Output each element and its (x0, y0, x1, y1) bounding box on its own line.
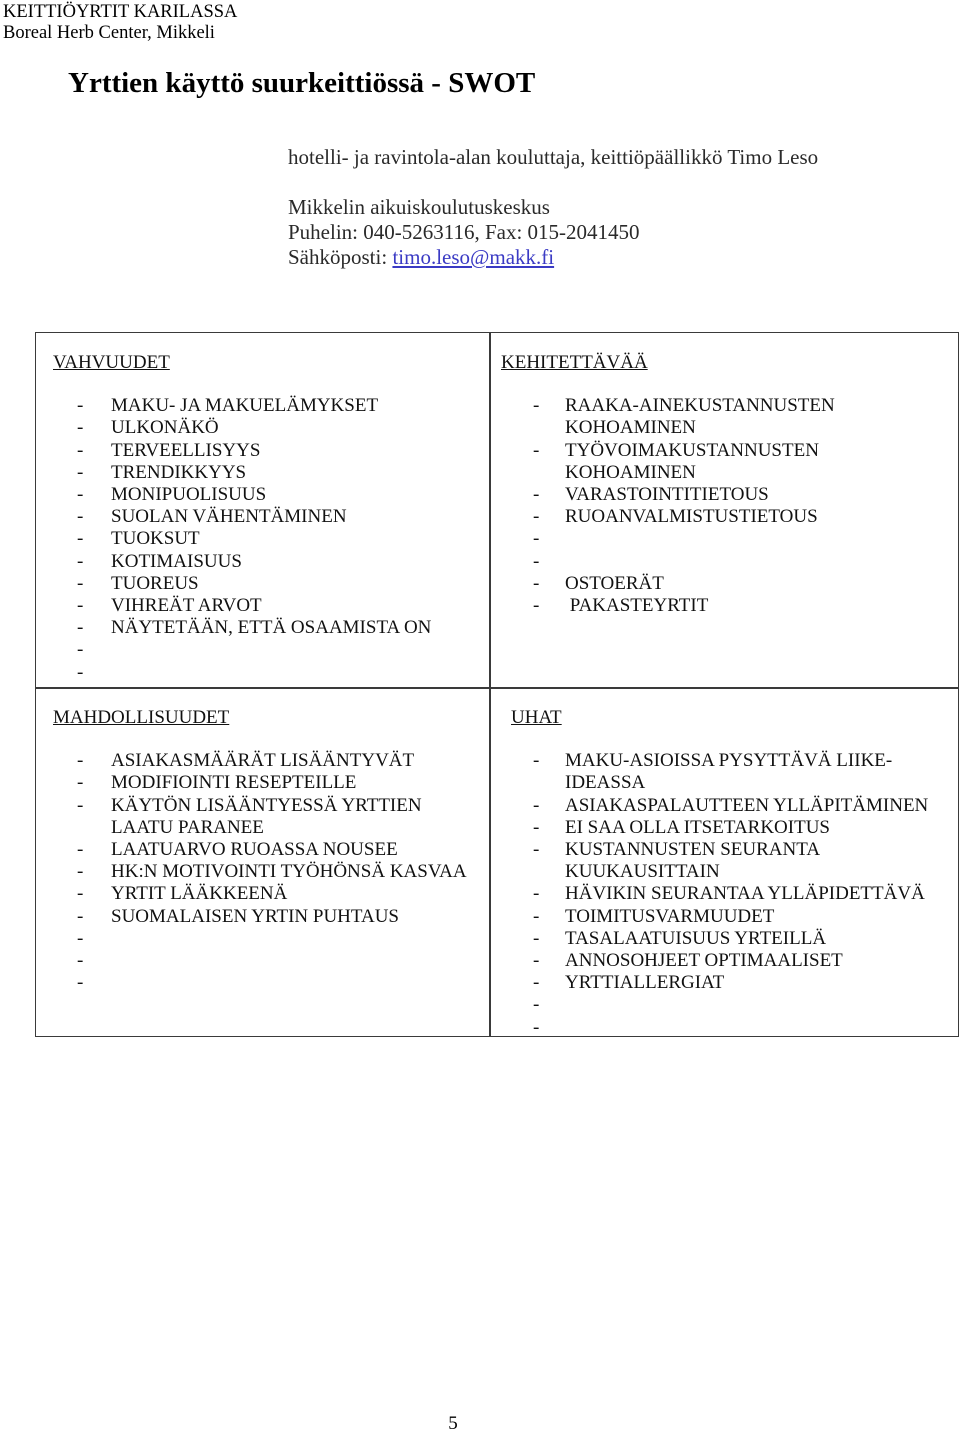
list-item (77, 861, 489, 883)
author-phone: Puhelin: 040-5263116, Fax: 015-2041450 (288, 220, 640, 244)
bullet-dash: - (533, 484, 540, 506)
page-title: Yrttien käyttö suurkeittiössä - SWOT (68, 67, 536, 99)
item-text: TUOREUS (111, 572, 199, 594)
list-item (77, 484, 489, 506)
list-item (77, 950, 489, 972)
item-text: MODIFIOINTI RESEPTEILLE (111, 772, 357, 794)
item-text: OSTOERÄT (565, 572, 664, 594)
list-item (77, 839, 489, 861)
bullet-dash: - (533, 439, 540, 461)
item-text: MONIPUOLISUUS (111, 484, 267, 506)
bullet-dash: - (533, 794, 540, 816)
bullet-dash: - (77, 927, 84, 949)
item-text: TYÖVOIMAKUSTANNUSTEN KOHOAMINEN (565, 439, 819, 483)
bullet-dash: - (77, 395, 84, 417)
threats-cell (491, 688, 957, 1036)
bullet-dash: - (77, 794, 84, 816)
bullet-dash: - (77, 528, 84, 550)
item-text: KOTIMAISUUS (111, 550, 242, 572)
bullet-dash: - (533, 883, 540, 905)
list-item (533, 573, 957, 595)
swot-table (35, 332, 959, 1037)
item-text: HK:N MOTIVOINTI TYÖHÖNSÄ KASVAA (111, 861, 467, 883)
item-text: MAKU-ASIOISSA PYSYTTÄVÄ LIIKE- IDEASSA (565, 750, 893, 794)
bullet-dash: - (77, 883, 84, 905)
email-label: Sähköposti: (288, 245, 393, 269)
opportunities-heading: MAHDOLLISUUDET (53, 707, 230, 728)
bullet-dash: - (77, 972, 84, 994)
list-item (77, 417, 489, 439)
list-item (533, 1017, 957, 1039)
item-text: RUOANVALMISTUSTIETOUS (565, 506, 818, 528)
list-item (77, 972, 489, 994)
strengths-list (36, 395, 489, 684)
opportunities-list (36, 750, 489, 994)
list-item (77, 639, 489, 661)
list-item (77, 462, 489, 484)
author-organization: Mikkelin aikuiskoulutuskeskus (288, 195, 550, 219)
item-text: KUSTANNUSTEN SEURANTA KUUKAUSITTAIN (565, 839, 821, 883)
list-item (77, 617, 489, 639)
item-text: HÄVIKIN SEURANTAA YLLÄPIDETTÄVÄ (565, 883, 925, 905)
list-item (77, 772, 489, 794)
list-item (77, 395, 489, 417)
list-item (533, 795, 957, 817)
list-item (533, 972, 957, 994)
list-item (533, 817, 957, 839)
author-block (288, 145, 818, 270)
item-text: EI SAA OLLA ITSETARKOITUS (565, 816, 830, 838)
bullet-dash: - (77, 861, 84, 883)
list-item (77, 528, 489, 550)
bullet-dash: - (77, 461, 84, 483)
bullet-dash: - (533, 572, 540, 594)
bullet-dash: - (77, 950, 84, 972)
item-text: VIHREÄT ARVOT (111, 595, 262, 617)
bullet-dash: - (77, 417, 84, 439)
bullet-dash: - (77, 772, 84, 794)
bullet-dash: - (533, 395, 540, 417)
bullet-dash: - (533, 528, 540, 550)
bullet-dash: - (533, 750, 540, 772)
bullet-dash: - (77, 750, 84, 772)
item-text: TOIMITUSVARMUUDET (565, 905, 775, 927)
item-text: RAAKA-AINEKUSTANNUSTEN KOHOAMINEN (565, 395, 835, 439)
list-item (77, 440, 489, 462)
opportunities-cell (36, 688, 489, 1036)
item-text: MAKU- JA MAKUELÄMYKSET (111, 395, 379, 417)
item-text: TERVEELLISYYS (111, 439, 261, 461)
list-item (77, 750, 489, 772)
strengths-heading: VAHVUUDET (53, 352, 170, 373)
item-text: KÄYTÖN LISÄÄNTYESSÄ YRTTIEN LAATU PARANEE (111, 794, 422, 838)
list-item (77, 928, 489, 950)
item-text: LAATUARVO RUOASSA NOUSEE (111, 839, 398, 861)
list-item (533, 395, 957, 439)
list-item (77, 795, 489, 839)
bullet-dash: - (533, 506, 540, 528)
item-text: ASIAKASMÄÄRÄT LISÄÄNTYVÄT (111, 750, 415, 772)
item-text: TASALAATUISUUS YRTEILLÄ (565, 927, 827, 949)
list-item (77, 595, 489, 617)
list-item (533, 950, 957, 972)
item-text: ULKONÄKÖ (111, 417, 219, 439)
bullet-dash: - (533, 950, 540, 972)
item-text: ASIAKASPALAUTTEEN YLLÄPITÄMINEN (565, 794, 929, 816)
bullet-dash: - (77, 506, 84, 528)
page-number: 5 (448, 1413, 458, 1434)
item-text: PAKASTEYRTIT (565, 595, 709, 617)
bullet-dash: - (533, 550, 540, 572)
bullet-dash: - (77, 905, 84, 927)
bullet-dash: - (77, 617, 84, 639)
item-text: NÄYTETÄÄN, ETTÄ OSAAMISTA ON (111, 617, 432, 639)
strengths-cell (36, 333, 489, 687)
list-item (533, 595, 957, 617)
item-text: YRTTIALLERGIAT (565, 972, 725, 994)
list-item (533, 750, 957, 794)
list-item (77, 883, 489, 905)
list-item (77, 573, 489, 595)
list-item (533, 906, 957, 928)
header-line-2: Boreal Herb Center, Mikkeli (3, 23, 215, 43)
header-line-1: KEITTIÖYRTIT KARILASSA (3, 2, 238, 22)
bullet-dash: - (77, 439, 84, 461)
item-text: SUOMALAISEN YRTIN PUHTAUS (111, 905, 399, 927)
item-text: ANNOSOHJEET OPTIMAALISET (565, 950, 843, 972)
weaknesses-cell (491, 333, 957, 687)
list-item (533, 994, 957, 1016)
list-item (533, 883, 957, 905)
list-item (533, 839, 957, 883)
item-text: SUOLAN VÄHENTÄMINEN (111, 506, 347, 528)
bullet-dash: - (533, 905, 540, 927)
list-item (77, 906, 489, 928)
list-item (77, 551, 489, 573)
weaknesses-heading: KEHITETTÄVÄÄ (501, 352, 648, 373)
bullet-dash: - (533, 927, 540, 949)
weaknesses-list (491, 395, 957, 617)
bullet-dash: - (533, 1016, 540, 1038)
item-text: TUOKSUT (111, 528, 200, 550)
running-header (3, 2, 237, 44)
list-item (533, 484, 957, 506)
author-email-line (288, 245, 818, 270)
list-item (533, 528, 957, 550)
bullet-dash: - (77, 639, 84, 661)
bullet-dash: - (533, 595, 540, 617)
list-item (533, 551, 957, 573)
list-item (77, 506, 489, 528)
list-item (533, 506, 957, 528)
email-link[interactable]: timo.leso@makk.fi (392, 245, 555, 269)
list-item (533, 928, 957, 950)
bullet-dash: - (77, 484, 84, 506)
bullet-dash: - (533, 994, 540, 1016)
bullet-dash: - (533, 816, 540, 838)
bullet-dash: - (77, 839, 84, 861)
item-text: VARASTOINTITIETOUS (565, 484, 769, 506)
item-text: TRENDIKKYYS (111, 461, 247, 483)
list-item (533, 440, 957, 484)
bullet-dash: - (77, 661, 84, 683)
bullet-dash: - (77, 595, 84, 617)
bullet-dash: - (77, 550, 84, 572)
list-item (77, 662, 489, 684)
bullet-dash: - (533, 839, 540, 861)
threats-list (491, 750, 957, 1039)
item-text: YRTIT LÄÄKKEENÄ (111, 883, 288, 905)
author-role: hotelli- ja ravintola-alan kouluttaja, keittiöpäällikkö Timo Leso (288, 145, 819, 169)
bullet-dash: - (77, 572, 84, 594)
threats-heading: UHAT (511, 707, 562, 728)
bullet-dash: - (533, 972, 540, 994)
